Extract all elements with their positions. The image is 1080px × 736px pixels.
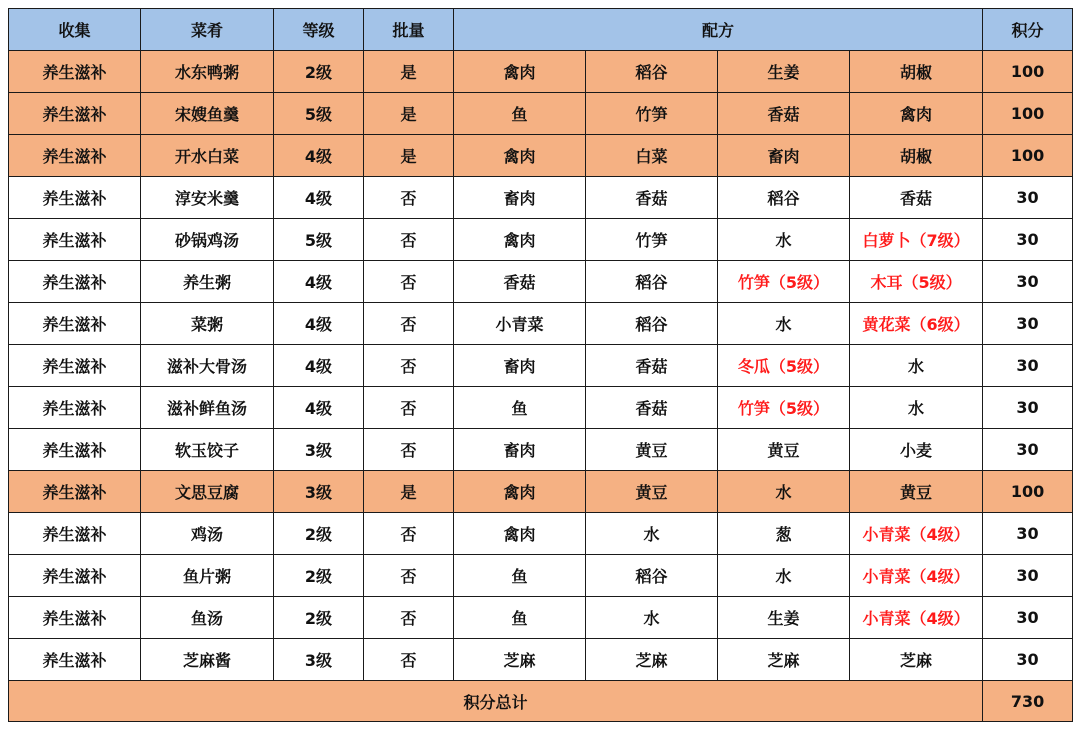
ingredient-cell: 黄豆 <box>850 471 983 513</box>
ingredient-cell: 白菜 <box>586 135 718 177</box>
ingredient-cell: 鱼 <box>454 387 586 429</box>
level-cell: 2级 <box>274 597 364 639</box>
batch-cell: 是 <box>364 471 454 513</box>
points-cell: 30 <box>983 345 1073 387</box>
dish-cell: 菜粥 <box>141 303 274 345</box>
collect-cell: 养生滋补 <box>9 135 141 177</box>
ingredient-cell: 胡椒 <box>850 51 983 93</box>
batch-cell: 否 <box>364 513 454 555</box>
table-row <box>9 219 1073 261</box>
ingredient-cell: 小青菜（4级） <box>850 513 983 555</box>
header-points: 积分 <box>983 9 1073 51</box>
dish-cell: 砂锅鸡汤 <box>141 219 274 261</box>
ingredient-cell: 小青菜（4级） <box>850 597 983 639</box>
ingredient-cell: 小青菜（4级） <box>850 555 983 597</box>
ingredient-cell: 稻谷 <box>718 177 850 219</box>
ingredient-cell: 香菇 <box>586 177 718 219</box>
table-row <box>9 135 1073 177</box>
collect-cell: 养生滋补 <box>9 597 141 639</box>
table-body <box>9 51 1073 681</box>
ingredient-cell: 稻谷 <box>586 303 718 345</box>
ingredient-cell: 香菇 <box>718 93 850 135</box>
points-cell: 100 <box>983 51 1073 93</box>
ingredient-cell: 稻谷 <box>586 555 718 597</box>
points-cell: 100 <box>983 93 1073 135</box>
dish-cell: 养生粥 <box>141 261 274 303</box>
dish-cell: 淳安米羹 <box>141 177 274 219</box>
ingredient-cell: 稻谷 <box>586 51 718 93</box>
table-row <box>9 303 1073 345</box>
table-row <box>9 639 1073 681</box>
points-cell: 30 <box>983 219 1073 261</box>
ingredient-cell: 水 <box>850 387 983 429</box>
batch-cell: 是 <box>364 135 454 177</box>
points-cell: 30 <box>983 639 1073 681</box>
table-row <box>9 597 1073 639</box>
batch-cell: 否 <box>364 345 454 387</box>
ingredient-cell: 黄豆 <box>586 471 718 513</box>
points-cell: 30 <box>983 555 1073 597</box>
batch-cell: 否 <box>364 429 454 471</box>
level-cell: 2级 <box>274 513 364 555</box>
ingredient-cell: 竹笋（5级） <box>718 387 850 429</box>
ingredient-cell: 禽肉 <box>454 471 586 513</box>
collect-cell: 养生滋补 <box>9 219 141 261</box>
header-row <box>9 9 1073 51</box>
dish-cell: 鸡汤 <box>141 513 274 555</box>
ingredient-cell: 禽肉 <box>454 51 586 93</box>
level-cell: 4级 <box>274 177 364 219</box>
header-collect: 收集 <box>9 9 141 51</box>
batch-cell: 否 <box>364 639 454 681</box>
points-cell: 30 <box>983 261 1073 303</box>
dish-cell: 宋嫂鱼羹 <box>141 93 274 135</box>
collect-cell: 养生滋补 <box>9 303 141 345</box>
level-cell: 4级 <box>274 303 364 345</box>
ingredient-cell: 小麦 <box>850 429 983 471</box>
ingredient-cell: 小青菜 <box>454 303 586 345</box>
ingredient-cell: 畜肉 <box>454 177 586 219</box>
ingredient-cell: 竹笋 <box>586 93 718 135</box>
collect-cell: 养生滋补 <box>9 387 141 429</box>
collect-cell: 养生滋补 <box>9 177 141 219</box>
header-recipe: 配方 <box>454 9 983 51</box>
ingredient-cell: 禽肉 <box>454 219 586 261</box>
ingredient-cell: 香菇 <box>586 387 718 429</box>
ingredient-cell: 禽肉 <box>454 513 586 555</box>
ingredient-cell: 黄花菜（6级） <box>850 303 983 345</box>
dish-cell: 开水白菜 <box>141 135 274 177</box>
table-row <box>9 51 1073 93</box>
dish-cell: 芝麻酱 <box>141 639 274 681</box>
collect-cell: 养生滋补 <box>9 93 141 135</box>
ingredient-cell: 竹笋（5级） <box>718 261 850 303</box>
ingredient-cell: 水 <box>718 303 850 345</box>
ingredient-cell: 胡椒 <box>850 135 983 177</box>
points-cell: 100 <box>983 135 1073 177</box>
ingredient-cell: 芝麻 <box>454 639 586 681</box>
ingredient-cell: 禽肉 <box>850 93 983 135</box>
ingredient-cell: 水 <box>718 219 850 261</box>
ingredient-cell: 水 <box>586 597 718 639</box>
table-row <box>9 345 1073 387</box>
ingredient-cell: 稻谷 <box>586 261 718 303</box>
points-cell: 30 <box>983 513 1073 555</box>
ingredient-cell: 木耳（5级） <box>850 261 983 303</box>
points-cell: 30 <box>983 303 1073 345</box>
ingredient-cell: 冬瓜（5级） <box>718 345 850 387</box>
dish-cell: 文思豆腐 <box>141 471 274 513</box>
level-cell: 4级 <box>274 261 364 303</box>
batch-cell: 否 <box>364 177 454 219</box>
collect-cell: 养生滋补 <box>9 345 141 387</box>
collect-cell: 养生滋补 <box>9 555 141 597</box>
ingredient-cell: 水 <box>850 345 983 387</box>
ingredient-cell: 生姜 <box>718 597 850 639</box>
level-cell: 4级 <box>274 345 364 387</box>
level-cell: 5级 <box>274 93 364 135</box>
points-cell: 100 <box>983 471 1073 513</box>
table-row <box>9 261 1073 303</box>
dish-cell: 软玉饺子 <box>141 429 274 471</box>
collect-cell: 养生滋补 <box>9 261 141 303</box>
batch-cell: 是 <box>364 93 454 135</box>
dish-cell: 滋补鲜鱼汤 <box>141 387 274 429</box>
points-cell: 30 <box>983 387 1073 429</box>
batch-cell: 否 <box>364 261 454 303</box>
recipe-table <box>8 8 1073 722</box>
batch-cell: 是 <box>364 51 454 93</box>
collect-cell: 养生滋补 <box>9 429 141 471</box>
total-value: 730 <box>983 681 1073 722</box>
points-cell: 30 <box>983 177 1073 219</box>
level-cell: 2级 <box>274 51 364 93</box>
ingredient-cell: 香菇 <box>454 261 586 303</box>
ingredient-cell: 禽肉 <box>454 135 586 177</box>
points-cell: 30 <box>983 597 1073 639</box>
dish-cell: 鱼汤 <box>141 597 274 639</box>
collect-cell: 养生滋补 <box>9 51 141 93</box>
level-cell: 3级 <box>274 471 364 513</box>
ingredient-cell: 黄豆 <box>586 429 718 471</box>
ingredient-cell: 芝麻 <box>718 639 850 681</box>
level-cell: 4级 <box>274 387 364 429</box>
ingredient-cell: 畜肉 <box>718 135 850 177</box>
header-dish: 菜肴 <box>141 9 274 51</box>
ingredient-cell: 水 <box>586 513 718 555</box>
ingredient-cell: 白萝卜（7级） <box>850 219 983 261</box>
dish-cell: 水东鸭粥 <box>141 51 274 93</box>
collect-cell: 养生滋补 <box>9 471 141 513</box>
dish-cell: 鱼片粥 <box>141 555 274 597</box>
collect-cell: 养生滋补 <box>9 639 141 681</box>
collect-cell: 养生滋补 <box>9 513 141 555</box>
ingredient-cell: 生姜 <box>718 51 850 93</box>
total-row <box>9 681 1073 722</box>
points-cell: 30 <box>983 429 1073 471</box>
ingredient-cell: 水 <box>718 555 850 597</box>
table-row <box>9 387 1073 429</box>
batch-cell: 否 <box>364 597 454 639</box>
level-cell: 3级 <box>274 639 364 681</box>
batch-cell: 否 <box>364 303 454 345</box>
ingredient-cell: 香菇 <box>586 345 718 387</box>
ingredient-cell: 水 <box>718 471 850 513</box>
ingredient-cell: 黄豆 <box>718 429 850 471</box>
ingredient-cell: 芝麻 <box>850 639 983 681</box>
ingredient-cell: 香菇 <box>850 177 983 219</box>
header-batch: 批量 <box>364 9 454 51</box>
ingredient-cell: 鱼 <box>454 597 586 639</box>
level-cell: 5级 <box>274 219 364 261</box>
table-row <box>9 93 1073 135</box>
table-row <box>9 429 1073 471</box>
ingredient-cell: 葱 <box>718 513 850 555</box>
table-row <box>9 513 1073 555</box>
batch-cell: 否 <box>364 219 454 261</box>
total-label: 积分总计 <box>9 681 983 722</box>
ingredient-cell: 畜肉 <box>454 429 586 471</box>
header-level: 等级 <box>274 9 364 51</box>
table-row <box>9 177 1073 219</box>
batch-cell: 否 <box>364 387 454 429</box>
level-cell: 4级 <box>274 135 364 177</box>
ingredient-cell: 鱼 <box>454 555 586 597</box>
table-row <box>9 555 1073 597</box>
level-cell: 3级 <box>274 429 364 471</box>
ingredient-cell: 畜肉 <box>454 345 586 387</box>
ingredient-cell: 竹笋 <box>586 219 718 261</box>
table-row <box>9 471 1073 513</box>
batch-cell: 否 <box>364 555 454 597</box>
level-cell: 2级 <box>274 555 364 597</box>
dish-cell: 滋补大骨汤 <box>141 345 274 387</box>
ingredient-cell: 芝麻 <box>586 639 718 681</box>
ingredient-cell: 鱼 <box>454 93 586 135</box>
